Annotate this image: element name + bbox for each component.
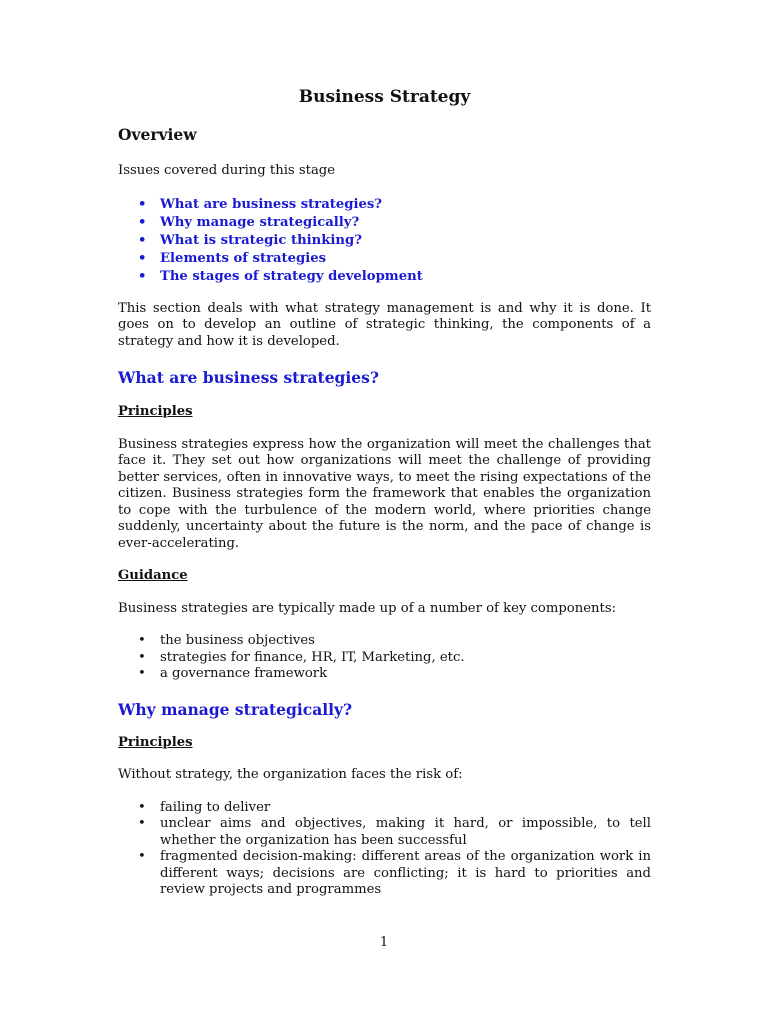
list-item-text: unclear aims and objectives, making it hard, or impossible, to tell whether the organization has been successful xyxy=(160,816,651,848)
bullet-icon: • xyxy=(138,196,147,212)
bullet-icon: • xyxy=(138,816,146,831)
bullet-icon: • xyxy=(138,214,147,230)
list-item xyxy=(118,800,651,817)
list-item xyxy=(118,196,651,214)
list-item xyxy=(118,214,651,232)
section-heading-business-strategies: What are business strategies? xyxy=(118,368,379,387)
bullet-icon: • xyxy=(138,849,146,864)
list-item-text: What are business strategies? xyxy=(160,196,383,212)
issues-list xyxy=(118,196,651,286)
list-item-text: strategies for finance, HR, IT, Marketing, etc. xyxy=(160,649,465,665)
overview-summary: This section deals with what strategy management is and why it is done. It goes on to develop an outline of strategic thinking, the components of a strategy and how it is developed. xyxy=(118,300,651,349)
principles-heading: Principles xyxy=(118,404,193,419)
guidance-heading: Guidance xyxy=(118,568,188,583)
list-item xyxy=(118,633,651,650)
list-item-text: failing to deliver xyxy=(160,799,271,815)
overview-intro: Issues covered during this stage xyxy=(118,163,336,178)
bullet-icon: • xyxy=(138,232,147,248)
list-item xyxy=(118,849,651,899)
page-number: 1 xyxy=(379,935,389,950)
list-item-text: The stages of strategy development xyxy=(160,268,423,284)
components-list xyxy=(118,633,651,683)
list-item-text: What is strategic thinking? xyxy=(160,232,362,248)
bullet-icon: • xyxy=(138,799,146,815)
principles-heading: Principles xyxy=(118,734,193,750)
bullet-icon: • xyxy=(138,268,147,284)
risks-list xyxy=(118,800,651,899)
list-item-text: fragmented decision-making: different areas of the organization work in different ways; decisions are conflicting; it is hard to priorities and review projects and programmes xyxy=(160,849,651,897)
list-item-text: a governance framework xyxy=(160,666,328,681)
principles-text: Business strategies express how the organization will meet the challenges that face it. They set out how organizations will meet the challenge of providing better services, often in innovative ways, to meet the rising expectations of the citizen. Business strategies form the framework that enables the organization to cope with the turbulence of the modern world, where priorities change suddenly, uncertainty about the future is the norm, and the pace of change is ever-accelerating. xyxy=(118,436,651,551)
list-item-text: Elements of strategies xyxy=(160,250,327,266)
guidance-text: Business strategies are typically made up of a number of key components: xyxy=(118,600,617,616)
bullet-icon: • xyxy=(138,666,146,681)
document-title: Business Strategy xyxy=(298,87,471,107)
bullet-icon: • xyxy=(138,633,146,648)
overview-heading: Overview xyxy=(118,125,197,144)
list-item-text: Why manage strategically? xyxy=(160,214,360,230)
list-item xyxy=(118,268,651,286)
list-item xyxy=(118,666,651,683)
bullet-icon: • xyxy=(138,649,146,665)
list-item xyxy=(118,816,651,849)
section-heading-manage-strategically: Why manage strategically? xyxy=(118,699,353,719)
principles-text: Without strategy, the organization faces the risk of: xyxy=(118,767,463,782)
list-item xyxy=(118,650,651,667)
list-item xyxy=(118,232,651,250)
page-content xyxy=(118,86,651,899)
list-item xyxy=(118,250,651,268)
list-item-text: the business objectives xyxy=(160,633,315,648)
bullet-icon: • xyxy=(138,250,147,266)
